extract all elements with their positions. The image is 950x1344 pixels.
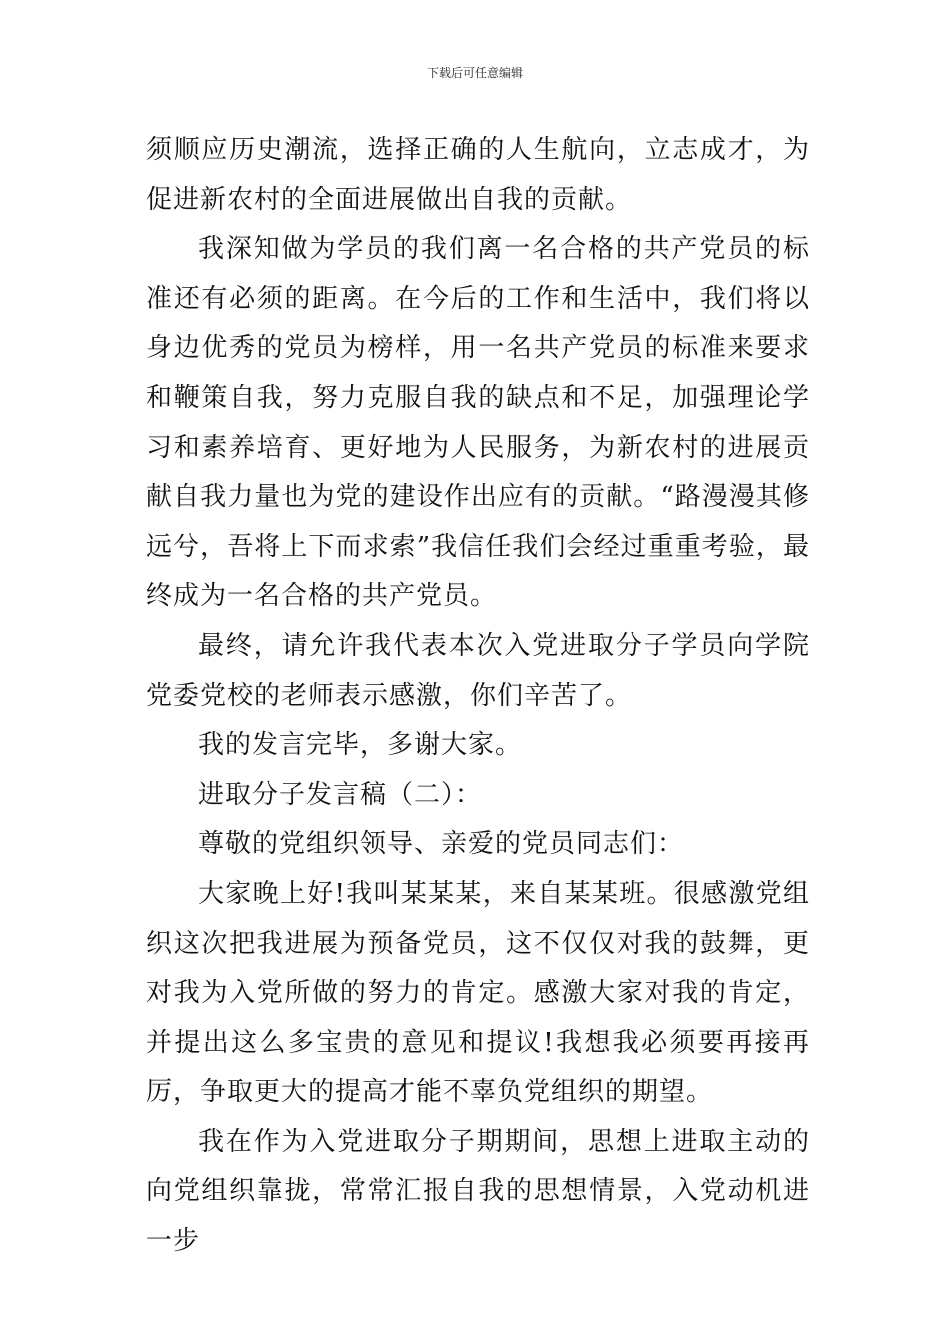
paragraph-continuation: 须顺应历史潮流，选择正确的人生航向，立志成才，为促进新农村的全面进展做出自我的贡献。 <box>146 135 810 215</box>
paragraph-greeting: 大家晚上好!我叫某某某，来自某某班。很感激党组织这次把我进展为预备党员，这不仅仅对我的鼓舞，更对我为入党所做的努力的肯定。感激大家对我的肯定，并提出这么多宝贵的意见和提议!我想我必须要再接再厉，争取更大的提高才能不辜负党组织的期望。 <box>146 878 810 1108</box>
paragraph-reflection: 我在作为入党进取分子期期间，思想上进取主动的向党组织靠拢，常常汇报自我的思想情景，入党动机进一步 <box>146 1126 810 1257</box>
document-body <box>146 126 810 1267</box>
paragraph-thanks: 最终，请允许我代表本次入党进取分子学员向学院党委党校的老师表示感激，你们辛苦了。 <box>146 630 810 711</box>
page-header: 下载后可任意编辑 <box>426 66 523 80</box>
section-heading: 进取分子发言稿（二）： <box>198 779 483 810</box>
paragraph-commitment: 我深知做为学员的我们离一名合格的共产党员的标准还有必须的距离。在今后的工作和生活中，我们将以身边优秀的党员为榜样，用一名共产党员的标准来要求和鞭策自我，努力克服自我的缺点和不足，加强理论学习和素养培育、更好地为人民服务，为新农村的进展贡献自我力量也为党的建设作出应有的贡献。“路漫漫其修远兮，吾将上下而求索”我信任我们会经过重重考验，最终成为一名合格的共产党员。 <box>146 234 810 612</box>
salutation: 尊敬的党组织领导、亲爱的党员同志们： <box>198 829 685 860</box>
paragraph-closing: 我的发言完毕，多谢大家。 <box>198 730 523 761</box>
